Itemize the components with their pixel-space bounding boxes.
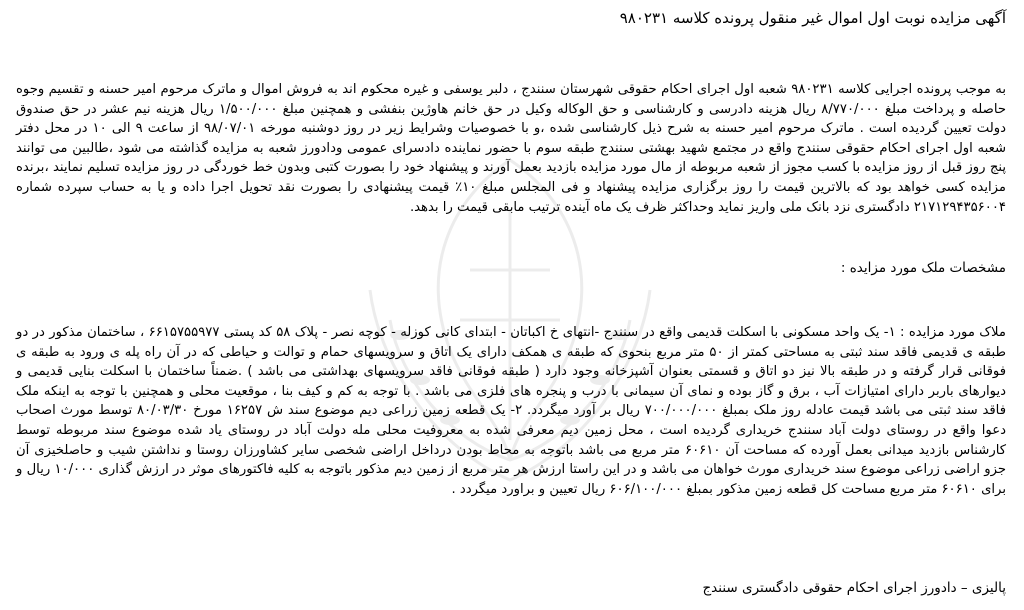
notice-intro-paragraph: به موجب پرونده اجرایی کلاسه ۹۸۰۲۳۱ شعبه اول اجرای احکام حقوقی شهرستان سنندج ، دلبر یوسفی و غیره محکوم اند به فروش اموال و ماترک مرحوم امیر حسنه و تقسیم وجوه حاصله و پرداخت مبلغ ۸/۷۷۰/۰۰۰ ریال هزینه دادرسی و کارشناسی و حق الوکاله وکیل در حق خانم هاوژین بنفشی و همچنین مبلغ ۱/۵۰۰/۰۰۰ ریال هزینه نیم عشر در حق صندوق دولت تعیین گردیده است . ماترک مرحوم امیر حسنه به شرح ذیل کارشناسی شده ،و با خصوصیات وشرایط زیر در روز دوشنبه مورخه ۹۸/۰۷/۰۱ از ساعت ۹ الی ۱۰ در محل دفتر شعبه اول اجرای احکام حقوقی سنندج واقع در مجتمع شهید بهشتی سنندج طبقه سوم با حضور نماینده دادسرای عمومی ودادورز شعبه به مزایده گذاشته می شود ،طالبین می توانند پنج روز قبل از روز مزایده با کسب مجوز از شعبه مربوطه از مال مورد مزایده بازدید بعمل آورند و پیشنهاد خود را بصورت کتبی وبدون خط خوردگی در روز مزایده تسلیم نمایند ،برنده مزایده کسی خواهد بود که بالاترین قیمت را روز برگزاری مزایده پیشنهاد و فی المجلس مبلغ ۱۰٪ قیمت پیشنهادی را بصورت نقد تحویل اجرا داده و یا به حساب سپرده شماره ۲۱۷۱۲۹۴۳۵۶۰۰۴ دادگستری نزد بانک ملی واریز نماید وحداکثر ظرف یک ماه آینده ترتیب مابقی قیمت را بدهد.: [16, 82, 1007, 215]
property-specs-paragraph: ملاک مورد مزایده : ۱- یک واحد مسکونی با اسکلت قدیمی واقع در سنندج -انتهای خ اکباتان - ابتدای کانی کوزله - کوچه نصر - پلاک ۵۸ کد پستی ۶۶۱۵۷۵۵۹۷۷ ، ساختمان مذکور در دو طبقه ی قدیمی فاقد سند ثبتی به مساحتی کمتر از ۵۰ متر مربع بنحوی که طبقه ی همکف دارای یک اتاق و سرویسهای حمام و توالت و حیاطی که در آن راه پله ی ورود به طبقه ی فوقانی قرار گرفته و در طبقه بالا نیز دو اتاق و قسمتی بعنوان آشپزخانه وجود دارد ( طبقه فوقانی فاقد سرویسهای بهداشتی می باشد ) .ضمناً ساختمان با اسکلت بنایی قدیمی و دیوارهای باربر دارای امتیازات آب ، برق و گاز بوده و نمای آن سیمانی با درب و پنجره های فلزی می باشد . با توجه به کم و کیف بنا ، موقعیت محلی و همچنین با توجه به اینکه ملک فاقد سند ثبتی می باشد قیمت عادله روز ملک بمبلغ ۷۰۰/۰۰۰/۰۰۰ ریال بر آورد میگردد. ۲- یک قطعه زمین زراعی دیم موضوع سند ش ۱۶۲۵۷ مورخ ۸۰/۰۳/۳۰ توسط مورث اصحاب دعوا واقع در روستای دولت آباد سنندج خریداری گردیده است ، محل زمین دیم معرفی شده به معروفیت محلی مله دولت آباد در روستای یاد شده موضوع سند مربوطه توسط کارشناس بازدید میدانی بعمل آورده که مساحت آن ۶۰۶۱۰ متر مربع می باشد باتوجه به محاط بودن درداخل اراضی شخصی سایر کشاورزان روستا و نداشتن شیب و حاصلخیزی آن جزو اراضی زراعی موضوع سند خریداری مورث خواهان می باشد و در این راستا ارزش هر متر مربع از زمین دیم مذکور باتوجه به کلیه فاکتورهای موثر در ارزش گذاری ۱۰/۰۰۰ ریال و برای ۶۰۶۱۰ متر مربع مساحت کل قطعه زمین مذکور بمبلغ ۶۰۶/۱۰۰/۰۰۰ ریال تعیین و براورد میگردد .: [16, 325, 1006, 497]
notice-signature: پالیزی – دادورز اجرای احکام حقوقی دادگستری سنندج: [702, 580, 1006, 596]
notice-title: آگهی مزایده نوبت اول اموال غیر منقول پرونده کلاسه ۹۸۰۲۳۱: [619, 9, 1006, 27]
property-specs-heading: مشخصات ملک مورد مزایده :: [840, 260, 1006, 276]
